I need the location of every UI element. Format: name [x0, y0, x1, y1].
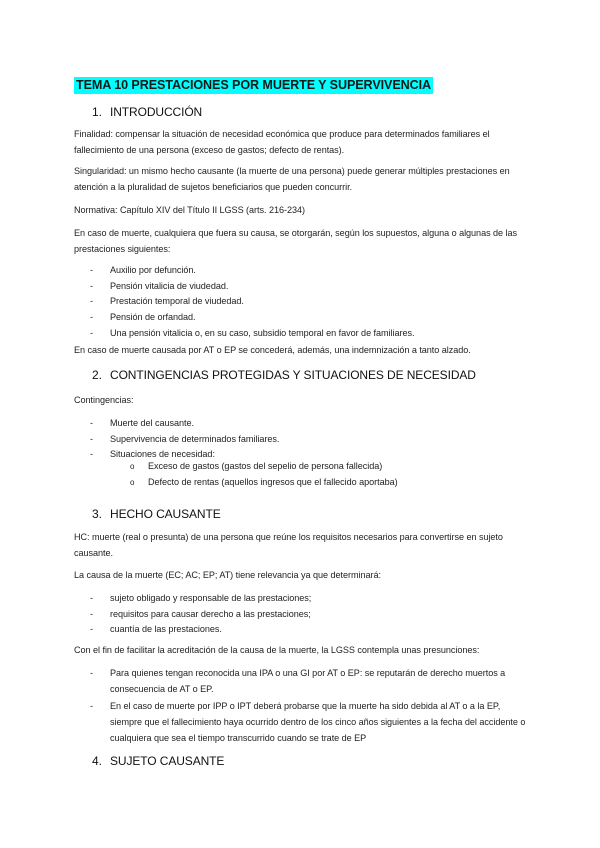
paragraph-contingencias-label: Contingencias:	[74, 395, 134, 405]
contingencias-list	[74, 416, 526, 463]
section-heading-hecho-causante	[92, 506, 221, 522]
paragraph-finalidad: Finalidad: compensar la situación de necesidad económica que produce para determinados familiares el fallecimiento de una persona (exceso de gastos; defecto de rentas).	[74, 129, 490, 155]
list-item: - Una pensión vitalicia o, en su caso, subsidio temporal en favor de familiares.	[90, 327, 415, 338]
list-item: - Pensión de orfandad.	[90, 312, 196, 323]
section-title: CONTINGENCIAS PROTEGIDAS Y SITUACIONES DE NECESIDAD	[110, 368, 476, 382]
list-item: - Supervivencia de determinados familiares.	[90, 433, 280, 444]
list-item: - Muerte del causante.	[90, 418, 194, 428]
paragraph-causa: La causa de la muerte (EC; AC; EP; AT) tiene relevancia ya que determinará:	[74, 570, 381, 580]
section-title: INTRODUCCIÓN	[110, 105, 203, 119]
list-item: - cuantía de las prestaciones.	[90, 624, 222, 635]
prestaciones-list	[74, 263, 526, 342]
situaciones-sublist	[74, 459, 526, 490]
section-number: 4.	[92, 754, 102, 768]
section-heading-introduccion	[92, 104, 202, 120]
list-item: - Para quienes tengan reconocida una IPA o una GI por AT o EP: se reputarán de derecho muertos a consecuencia de AT o EP.	[90, 668, 506, 694]
section-number: 1.	[92, 105, 102, 119]
sub-list-item: o Defecto de rentas (aquellos ingresos que el fallecido aportaba)	[130, 476, 398, 487]
list-item: - Prestación temporal de viudedad.	[90, 296, 244, 307]
section-heading-contingencias	[92, 367, 476, 383]
causa-list	[74, 591, 526, 638]
document-title: TEMA 10 PRESTACIONES POR MUERTE Y SUPERVIVENCIA	[76, 78, 431, 92]
section-title: HECHO CAUSANTE	[110, 507, 221, 521]
list-item: - Pensión vitalicia de viudedad.	[90, 280, 229, 291]
presunciones-list	[74, 666, 526, 747]
paragraph-hc: HC: muerte (real o presunta) de una persona que reúne los requisitos necesarios para convertirse en sujeto causante.	[74, 532, 503, 558]
list-item: - Situaciones de necesidad:	[90, 449, 215, 460]
section-number: 2.	[92, 368, 102, 382]
paragraph-normativa: Normativa: Capítulo XIV del Título II LGSS (arts. 216-234)	[74, 205, 305, 215]
section-number: 3.	[92, 507, 102, 521]
paragraph-singularidad: Singularidad: un mismo hecho causante (la muerte de una persona) puede generar múltiples prestaciones en atención a la pluralidad de sujetos beneficiarios que pueden concurrir.	[74, 166, 510, 192]
list-item: - requisitos para causar derecho a las prestaciones;	[90, 608, 311, 619]
paragraph-caso-muerte: En caso de muerte, cualquiera que fuera su causa, se otorgarán, según los supuestos, alguna o algunas de las prestaciones siguientes:	[74, 228, 518, 254]
section-title: SUJETO CAUSANTE	[110, 754, 225, 768]
list-item: - sujeto obligado y responsable de las prestaciones;	[90, 593, 312, 603]
section-heading-sujeto-causante	[92, 753, 224, 769]
list-item: - Auxilio por defunción.	[90, 265, 196, 275]
paragraph-presunciones: Con el fin de facilitar la acreditación de la causa de la muerte, la LGSS contempla unas presunciones:	[74, 645, 480, 655]
paragraph-at-ep: En caso de muerte causada por AT o EP se concederá, además, una indemnización a tanto alzado.	[74, 345, 471, 355]
sub-list-item: o Exceso de gastos (gastos del sepelio de persona fallecida)	[130, 461, 383, 471]
list-item: - En el caso de muerte por IPP o IPT deberá probarse que la muerte ha sido debida al AT o a la EP, siempre que el fallecimiento haya ocurrido dentro de los cinco años siguientes a la fecha del accidente o cualquiera que sea el tiempo transcurrido cuando se trate de EP	[90, 701, 526, 743]
